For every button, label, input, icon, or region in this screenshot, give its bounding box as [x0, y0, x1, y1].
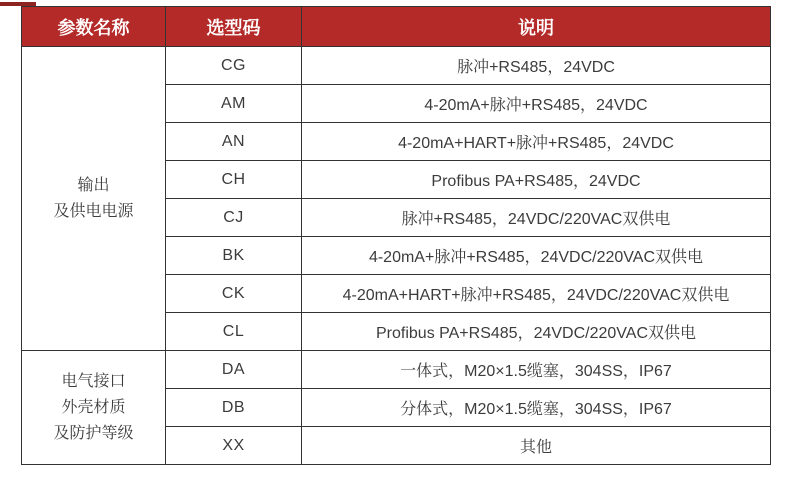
description-cell: 4-20mA+脉冲+RS485，24VDC	[302, 85, 771, 123]
description-cell: 其他	[302, 427, 771, 465]
code-cell: DA	[166, 351, 302, 389]
code-cell: CH	[166, 161, 302, 199]
header-description: 说明	[302, 7, 771, 47]
code-cell: CL	[166, 313, 302, 351]
description-cell: 4-20mA+脉冲+RS485，24VDC/220VAC双供电	[302, 237, 771, 275]
code-cell: CJ	[166, 199, 302, 237]
code-cell: XX	[166, 427, 302, 465]
description-cell: 脉冲+RS485，24VDC/220VAC双供电	[302, 199, 771, 237]
code-cell: DB	[166, 389, 302, 427]
group-label-line: 及防护等级	[53, 424, 134, 442]
header-row	[22, 7, 771, 47]
description-cell: 脉冲+RS485，24VDC	[302, 47, 771, 85]
code-cell: AN	[166, 123, 302, 161]
table-row	[22, 47, 771, 85]
code-cell: CK	[166, 275, 302, 313]
group-label-line: 外壳材质	[61, 398, 126, 416]
code-cell: BK	[166, 237, 302, 275]
group-label-line: 电气接口	[61, 372, 126, 390]
table-row	[22, 351, 771, 389]
code-cell: CG	[166, 47, 302, 85]
description-cell: 分体式，M20×1.5缆塞，304SS，IP67	[302, 389, 771, 427]
description-cell: Profibus PA+RS485，24VDC/220VAC双供电	[302, 313, 771, 351]
description-cell: 一体式，M20×1.5缆塞，304SS，IP67	[302, 351, 771, 389]
group-label-line: 输出	[77, 176, 110, 194]
header-parameter-name: 参数名称	[22, 7, 166, 47]
spec-table	[21, 6, 771, 465]
description-cell: 4-20mA+HART+脉冲+RS485，24VDC/220VAC双供电	[302, 275, 771, 313]
description-cell: Profibus PA+RS485，24VDC	[302, 161, 771, 199]
code-cell: AM	[166, 85, 302, 123]
group-label-output-power	[22, 47, 166, 351]
group-label-electrical-enclosure	[22, 351, 166, 465]
description-cell: 4-20mA+HART+脉冲+RS485，24VDC	[302, 123, 771, 161]
header-selection-code: 选型码	[166, 7, 302, 47]
group-label-line: 及供电电源	[53, 202, 134, 220]
